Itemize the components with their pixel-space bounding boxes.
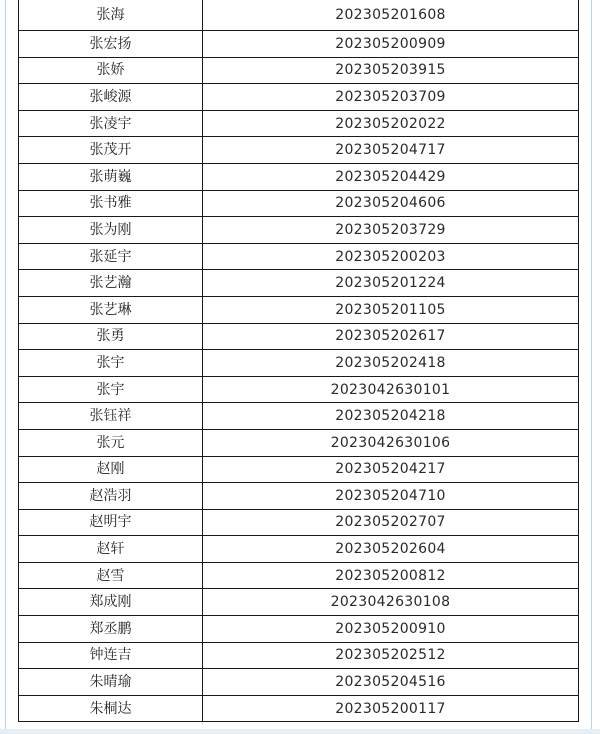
name-cell: 张钰祥 [19,403,203,430]
name-cell: 张峻源 [19,84,203,111]
table-row [19,217,579,244]
id-cell: 202305201105 [203,296,579,323]
id-cell: 2023042630108 [203,589,579,616]
table-row [19,536,579,563]
table-row [19,642,579,669]
table-row [19,190,579,217]
name-list-body [19,0,579,722]
id-cell: 202305201224 [203,270,579,297]
name-cell: 张勇 [19,323,203,350]
table-row [19,31,579,58]
table-row [19,350,579,377]
id-cell: 202305201608 [203,0,579,31]
id-cell: 202305203915 [203,57,579,84]
id-cell: 202305204217 [203,456,579,483]
table-row [19,429,579,456]
name-cell: 张娇 [19,57,203,84]
page-bottom-edge [0,729,600,734]
name-cell: 张延宇 [19,243,203,270]
id-cell: 2023042630106 [203,429,579,456]
table-row [19,270,579,297]
id-cell: 202305202707 [203,509,579,536]
table-row [19,0,579,31]
name-cell: 赵刚 [19,456,203,483]
table-row [19,616,579,643]
name-cell: 赵明宇 [19,509,203,536]
id-cell: 202305204606 [203,190,579,217]
table-row [19,483,579,510]
name-cell: 张宏扬 [19,31,203,58]
id-cell: 202305204429 [203,163,579,190]
name-cell: 张萌巍 [19,163,203,190]
table-row [19,376,579,403]
id-cell: 202305200203 [203,243,579,270]
table-row [19,695,579,722]
page-frame-right-border [591,0,592,734]
name-cell: 张宇 [19,350,203,377]
table-row [19,456,579,483]
table-row [19,562,579,589]
id-cell: 202305200117 [203,695,579,722]
name-cell: 张艺琳 [19,296,203,323]
name-cell: 赵浩羽 [19,483,203,510]
name-cell: 朱晴瑜 [19,669,203,696]
name-cell: 钟连吉 [19,642,203,669]
table-row [19,243,579,270]
name-cell: 张为刚 [19,217,203,244]
id-cell: 202305202604 [203,536,579,563]
id-cell: 202305204710 [203,483,579,510]
table-row [19,137,579,164]
name-cell: 赵轩 [19,536,203,563]
id-cell: 2023042630101 [203,376,579,403]
name-cell: 郑丞鹏 [19,616,203,643]
page-frame-left-border [5,0,6,734]
id-cell: 202305204218 [203,403,579,430]
id-cell: 202305204717 [203,137,579,164]
table-row [19,57,579,84]
id-cell: 202305202418 [203,350,579,377]
name-cell: 张宇 [19,376,203,403]
id-cell: 202305202512 [203,642,579,669]
table-row [19,589,579,616]
table-row [19,509,579,536]
name-cell: 张海 [19,0,203,31]
id-cell: 202305200909 [203,31,579,58]
table-row [19,296,579,323]
name-cell: 赵雪 [19,562,203,589]
id-cell: 202305200910 [203,616,579,643]
name-cell: 张茂开 [19,137,203,164]
name-cell: 张书雅 [19,190,203,217]
name-list-table [18,0,579,722]
name-cell: 张艺瀚 [19,270,203,297]
table-row [19,323,579,350]
table-row [19,403,579,430]
id-cell: 202305203709 [203,84,579,111]
id-cell: 202305204516 [203,669,579,696]
table-row [19,84,579,111]
id-cell: 202305202617 [203,323,579,350]
name-cell: 张凌宇 [19,110,203,137]
name-cell: 朱桐达 [19,695,203,722]
name-cell: 张元 [19,429,203,456]
id-cell: 202305200812 [203,562,579,589]
id-cell: 202305203729 [203,217,579,244]
table-row [19,110,579,137]
table-row [19,669,579,696]
id-cell: 202305202022 [203,110,579,137]
table-row [19,163,579,190]
name-cell: 郑成刚 [19,589,203,616]
